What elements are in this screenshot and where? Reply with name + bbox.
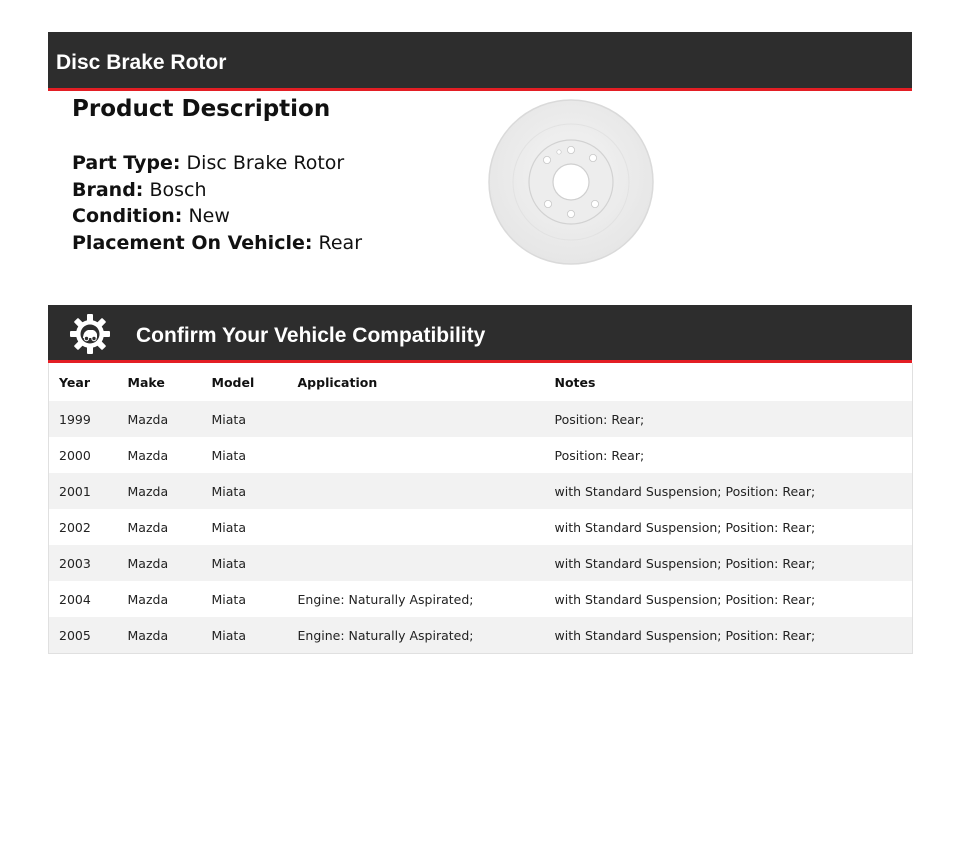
- cell-make: Mazda: [127, 555, 169, 571]
- column-header-notes: Notes: [554, 374, 596, 390]
- attribute-value: Bosch: [149, 178, 207, 201]
- attribute-label: Condition:: [72, 205, 183, 227]
- column-header-make: Make: [127, 374, 165, 390]
- attribute-placement: [72, 230, 362, 257]
- cell-notes: Position: Rear;: [554, 447, 645, 463]
- table-row: [49, 437, 913, 473]
- cell-model: Miata: [211, 447, 246, 463]
- table-row: [49, 473, 913, 509]
- cell-notes: with Standard Suspension; Position: Rear;: [554, 627, 816, 643]
- cell-make: Mazda: [127, 627, 169, 643]
- cell-application: [288, 473, 545, 509]
- cell-application: Engine: Naturally Aspirated;: [297, 591, 474, 607]
- attribute-label: Placement On Vehicle:: [72, 231, 313, 254]
- cell-application: [288, 545, 545, 581]
- attribute-label: Part Type:: [72, 152, 181, 174]
- product-title: Disc Brake Rotor: [56, 51, 227, 74]
- cell-make: Mazda: [127, 483, 169, 499]
- cell-application: [288, 509, 545, 545]
- cell-model: Miata: [211, 519, 246, 535]
- attribute-part-type: [72, 150, 362, 177]
- attribute-label: Brand:: [72, 178, 144, 201]
- cell-model: Miata: [211, 555, 246, 571]
- cell-make: Mazda: [127, 411, 169, 427]
- product-header: [48, 32, 912, 91]
- column-header-model: Model: [211, 374, 255, 390]
- cell-notes: with Standard Suspension; Position: Rear;: [554, 483, 816, 499]
- cell-year: 2005: [59, 627, 91, 643]
- cell-make: Mazda: [127, 447, 169, 463]
- cell-model: Miata: [211, 483, 246, 499]
- cell-year: 2001: [59, 483, 91, 499]
- compatibility-header: [48, 305, 912, 363]
- table-row: [49, 617, 913, 654]
- gear-car-icon: [69, 313, 111, 355]
- compatibility-table: [48, 363, 913, 654]
- column-header-year: Year: [59, 374, 90, 390]
- column-header-application: Application: [297, 374, 378, 390]
- product-attributes: [72, 150, 362, 256]
- cell-notes: with Standard Suspension; Position: Rear;: [554, 555, 816, 571]
- cell-year: 2004: [59, 591, 91, 607]
- cell-model: Miata: [211, 627, 246, 643]
- cell-year: 2002: [59, 519, 91, 535]
- table-row: [49, 509, 913, 545]
- cell-application: [288, 437, 545, 473]
- table-header-row: [49, 363, 913, 401]
- cell-model: Miata: [211, 411, 246, 427]
- compatibility-title: Confirm Your Vehicle Compatibility: [136, 324, 486, 347]
- disc-brake-rotor-image: [487, 98, 655, 266]
- cell-notes: Position: Rear;: [554, 411, 645, 427]
- cell-year: 2000: [59, 447, 91, 463]
- cell-notes: with Standard Suspension; Position: Rear;: [554, 591, 816, 607]
- cell-notes: with Standard Suspension; Position: Rear;: [554, 519, 816, 535]
- cell-year: 1999: [59, 411, 91, 427]
- product-description-heading: Product Description: [72, 96, 331, 122]
- cell-year: 2003: [59, 555, 91, 571]
- cell-application: Engine: Naturally Aspirated;: [297, 627, 474, 643]
- attribute-value: Disc Brake Rotor: [186, 152, 345, 174]
- table-row: [49, 581, 913, 617]
- cell-make: Mazda: [127, 519, 169, 535]
- cell-make: Mazda: [127, 591, 169, 607]
- table-row: [49, 401, 913, 437]
- attribute-brand: [72, 177, 362, 204]
- table-row: [49, 545, 913, 581]
- attribute-value: Rear: [318, 231, 363, 254]
- cell-model: Miata: [211, 591, 246, 607]
- attribute-condition: [72, 203, 362, 230]
- cell-application: [288, 401, 545, 437]
- attribute-value: New: [188, 205, 230, 227]
